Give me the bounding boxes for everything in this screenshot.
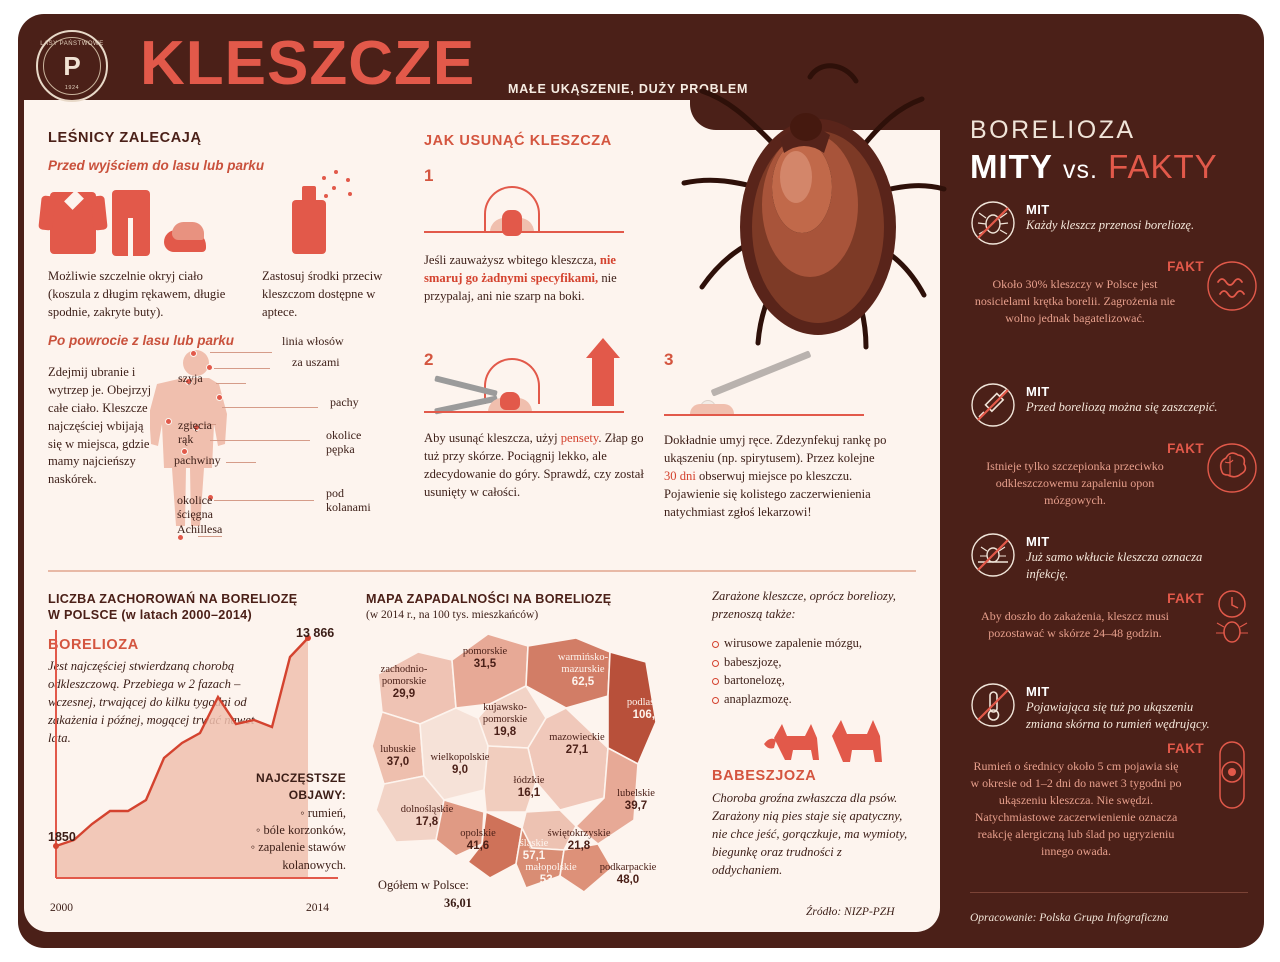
fakt-label-3: FAKT	[1167, 591, 1204, 606]
symptoms-block	[196, 770, 346, 874]
diseases-intro: Zarażone kleszcze, oprócz boreliozy, przenoszą także:	[712, 589, 896, 621]
label-achilles: okolice ścięgna Achillesa	[177, 493, 223, 536]
diseases-list	[712, 634, 912, 708]
dot-behind-ears	[206, 364, 213, 371]
tick-bite-crossed-icon	[970, 532, 1016, 583]
credit-text: Opracowanie: Polska Grupa Infograficzna	[970, 912, 1169, 924]
fakt-text-1: Około 30% kleszczy w Polsce jest nosicielami krętka borelii. Zagrożenia nie wolno jednak bagatelizować.	[974, 277, 1176, 326]
map-label-zachodniopomorskie: zachodnio-pomorskie 29,9	[380, 664, 428, 701]
label-elbow: zgięcia rąk	[178, 418, 212, 447]
disease-item-1: wirusowe zapalenie mózgu,	[712, 634, 912, 653]
heading-fakty: FAKTY	[1108, 148, 1218, 185]
fakt-label-2: FAKT	[1167, 441, 1204, 456]
leader-navel	[210, 440, 310, 441]
chart-last-value-label: 13 866	[296, 626, 335, 640]
logo-monogram: P	[63, 51, 81, 81]
right-column-divider	[970, 892, 1248, 893]
borelioza-description: Jest najczęściej stwierdzaną chorobą odkleszczową. Przebiega w 2 fazach – wczesnej, trwającej do kilku tygodni od zakażenia i późnej, mogącej trwać nawet lata.	[48, 659, 255, 745]
map-label-malopolskie: małopolskie 53,4	[525, 862, 577, 887]
babeszjoza-heading: BABESZJOZA	[712, 768, 817, 784]
map-label-warminsko-mazurskie: warmińsko-mazurskie 62,5	[557, 652, 609, 689]
step-3-text-c: obserwuj miejsce po kleszczu. Pojawienie się kolistego zaczerwienienia natychmiast zgłoś lekarzowi!	[664, 468, 871, 519]
label-behind-ears: za uszami	[292, 355, 340, 369]
chart-title-line2: W POLSCE (w latach 2000–2014)	[48, 608, 252, 622]
chart-xtick-last: 2014	[306, 902, 329, 914]
step-1-text-a: Jeśli zauważysz wbitego kleszcza,	[424, 253, 597, 267]
chart-title-line1: LICZBA ZACHOROWAŃ NA BORELIOZĘ	[48, 592, 298, 606]
symptom-2: ◦ bóle korzonków,	[256, 823, 346, 838]
spray-bottle-body	[292, 200, 326, 254]
tick-illustration	[660, 55, 950, 365]
step-1-text	[424, 252, 646, 306]
page-subtitle: MAŁE UKĄSZENIE, DUŻY PROBLEM	[508, 82, 749, 96]
page-title: KLESZCZE	[140, 29, 476, 98]
myth-fact-block-3	[970, 532, 1256, 642]
mit-text-4: Pojawiająca się tuż po ukąszeniu zmiana skórna to rumień wędrujący.	[1026, 700, 1210, 731]
section-lesnicy-title: LEŚNICY ZALECAJĄ	[48, 130, 202, 146]
myth-fact-block-4	[970, 682, 1256, 860]
clothing-advice-text: Możliwie szczelnie okryj ciało (koszula z długim rękawem, długie spodnie, zakryte buty).	[48, 269, 226, 319]
label-groin: pachwiny	[174, 453, 221, 467]
leader-hairline	[210, 352, 272, 353]
fakt-text-2: Istnieje tylko szczepionka przeciwko odkleszczowemu zapaleniu opon mózgowych.	[986, 459, 1164, 508]
label-armpits: pachy	[330, 395, 359, 409]
leader-armpits	[222, 407, 318, 408]
step-3-text-days: 30 dni	[664, 468, 696, 483]
map-total-label: Ogółem w Polsce:	[378, 878, 469, 892]
heading-vs: vs.	[1063, 156, 1098, 184]
map-source: Źródło: NIZP-PZH	[806, 906, 895, 918]
section-jak-usunac-title: JAK USUNĄĆ KLESZCZA	[424, 133, 612, 149]
map-label-mazowieckie: mazowieckie 27,1	[549, 732, 605, 757]
mit-text-2: Przed boreliozą można się zaszczepić.	[1026, 400, 1218, 414]
section-po-powrocie-subtitle: Po powrocie z lasu lub parku	[48, 333, 235, 348]
label-neck: szyja	[178, 371, 203, 385]
label-hairline: linia włosów	[282, 334, 344, 348]
map-title-line2: (w 2014 r., na 100 tys. mieszkańców)	[366, 609, 539, 621]
mit-label-4: MIT	[1026, 684, 1050, 699]
map-label-wielkopolskie: wielkopolskie 9,0	[430, 752, 490, 777]
arrow-up-shaft	[592, 358, 614, 406]
map-label-lubelskie: lubelskie 39,7	[617, 788, 655, 813]
symptoms-title: NAJCZĘSTSZE OBJAWY:	[256, 771, 346, 803]
fakt-label-4: FAKT	[1167, 741, 1204, 756]
step-3-text	[664, 432, 890, 521]
dot-hairline	[190, 350, 197, 357]
right-heading-borelioza: BORELIOZA	[970, 116, 1136, 144]
map-label-slaskie: śląskie 57,1	[519, 838, 549, 863]
map-total-value: 36,01	[444, 896, 472, 910]
thermometer-crossed-icon	[970, 682, 1016, 733]
arrow-up-head	[586, 338, 620, 358]
disease-item-2: babeszjozę,	[712, 653, 912, 672]
myth-fact-block-2	[970, 382, 1256, 509]
mit-text-1: Każdy kleszcz przenosi boreliozę.	[1026, 218, 1195, 232]
heading-mity: MITY	[970, 148, 1053, 185]
step-2-text-c: . Złap go tuż przy skórze. Pociągnij lekko, ale zdecydowanie do góry. Sprawdź, czy został usunięty w całości.	[424, 431, 644, 499]
symptom-3: ◦ zapalenie stawów kolanowych.	[250, 840, 346, 872]
borelioza-heading: BORELIOZA	[48, 637, 139, 653]
map-label-podlaskie: podlaskie 106,8	[626, 697, 668, 722]
rash-arm-icon	[1204, 738, 1260, 817]
syringe-crossed-icon	[970, 382, 1016, 433]
label-navel: okolice pępka	[326, 428, 362, 457]
babeszjoza-text: Choroba groźna zwłaszcza dla psów. Zarażony nią pies staje się apatyczny, nie chce jeść, gorączkuje, ma wymioty, biegunkę oraz trudności z oddychaniem.	[712, 791, 908, 877]
dot-elbow	[165, 418, 172, 425]
section-lesnicy-subtitle: Przed wyjściem do lasu lub parku	[48, 158, 265, 173]
tick-crossed-icon	[970, 200, 1016, 251]
map-label-podkarpackie: podkarpackie 48,0	[599, 862, 657, 887]
step-2-text	[424, 430, 646, 502]
myth-fact-block-1	[970, 200, 1256, 327]
right-heading-mity-vs-fakty	[970, 148, 1218, 186]
map-label-pomorskie: pomorskie 31,5	[462, 646, 508, 671]
mit-label-2: MIT	[1026, 384, 1050, 399]
map-label-lubuskie: lubuskie 37,0	[380, 744, 416, 769]
logo-top-text: LASY PAŃSTWOWE	[40, 41, 104, 47]
step-1-number: 1	[424, 166, 434, 185]
spray-advice-text: Zastosuj środki przeciw kleszczom dostępne w aptece.	[262, 269, 383, 319]
mit-label-1: MIT	[1026, 202, 1050, 217]
map-title-line1: MAPA ZAPADALNOŚCI NA BORELIOZĘ	[366, 592, 612, 606]
lasy-panstwowe-logo	[36, 30, 108, 102]
step-1-text-warning: nie smaruj go żadnymi specyfikami,	[424, 253, 616, 285]
map-label-swietokrzyskie: świętokrzyskie 21,8	[547, 828, 611, 853]
disease-item-3: bartonelozę,	[712, 671, 912, 690]
pants-gap	[128, 218, 133, 256]
fakt-text-3: Aby doszło do zakażenia, kleszcz musi pozostawać w skórze 24–48 godzin.	[981, 609, 1169, 641]
mit-text-3: Już samo wkłucie kleszcza oznacza infekcję.	[1026, 550, 1203, 581]
step-3-text-a: Dokładnie umyj ręce. Zdezynfekuj rankę po ukąszeniu (np. spirytusem). Przez kolejne	[664, 433, 887, 465]
map-label-kujawsko-pomorskie: kujawsko-pomorskie 19,8	[482, 702, 528, 739]
step-2-text-a: Aby usunąć kleszcza, użyj	[424, 431, 558, 445]
map-label-opolskie: opolskie 41,6	[460, 828, 496, 853]
bacteria-icon	[1206, 260, 1258, 317]
fakt-label-1: FAKT	[1167, 259, 1204, 274]
fakt-text-4: Rumień o średnicy około 5 cm pojawia się w okresie od 1–2 dni do nawet 3 tygodni po ukąszeniu kleszcza. Nie swędzi. Natychmiastowe zaczerwienienie oznacza reakcję alergiczną lub ślad po ugryzieniu innego owada.	[970, 759, 1182, 859]
shoe-icon-second	[172, 222, 204, 240]
step-1-text-c: nie przypalaj, ani nie szarp na boki.	[424, 270, 617, 303]
map-label-dolnoslaskie: dolnośląskie 17,8	[400, 804, 454, 829]
map-label-lodzkie: łódzkie 16,1	[513, 775, 545, 800]
mit-label-3: MIT	[1026, 534, 1050, 549]
symptom-1: ◦ rumień,	[300, 805, 346, 820]
spray-bottle-cap	[302, 186, 316, 202]
step-2-text-tool: pensety	[560, 431, 599, 445]
dot-armpits	[216, 394, 223, 401]
brain-icon	[1206, 442, 1258, 499]
label-knees: pod kolanami	[326, 486, 371, 515]
step-2-number: 2	[424, 350, 434, 369]
after-return-text: Zdejmij ubranie i wytrzep je. Obejrzyj całe ciało. Kleszcze najczęściej wbijają się w miejsca, gdzie mamy najcieńszy naskórek.	[48, 365, 152, 487]
clock-tick-icon	[1206, 588, 1258, 651]
chart-first-value-label: 1850	[48, 830, 76, 844]
chart-xtick-first: 2000	[50, 902, 73, 914]
leader-groin	[226, 462, 256, 463]
section-divider	[48, 570, 916, 572]
leader-neck	[216, 383, 246, 384]
disease-item-4: anaplazmozę.	[712, 690, 912, 709]
logo-bottom-text: 1924	[64, 85, 80, 91]
step-3-number: 3	[664, 350, 674, 369]
myths-facts-column	[952, 14, 1264, 948]
leader-ears	[214, 368, 270, 369]
